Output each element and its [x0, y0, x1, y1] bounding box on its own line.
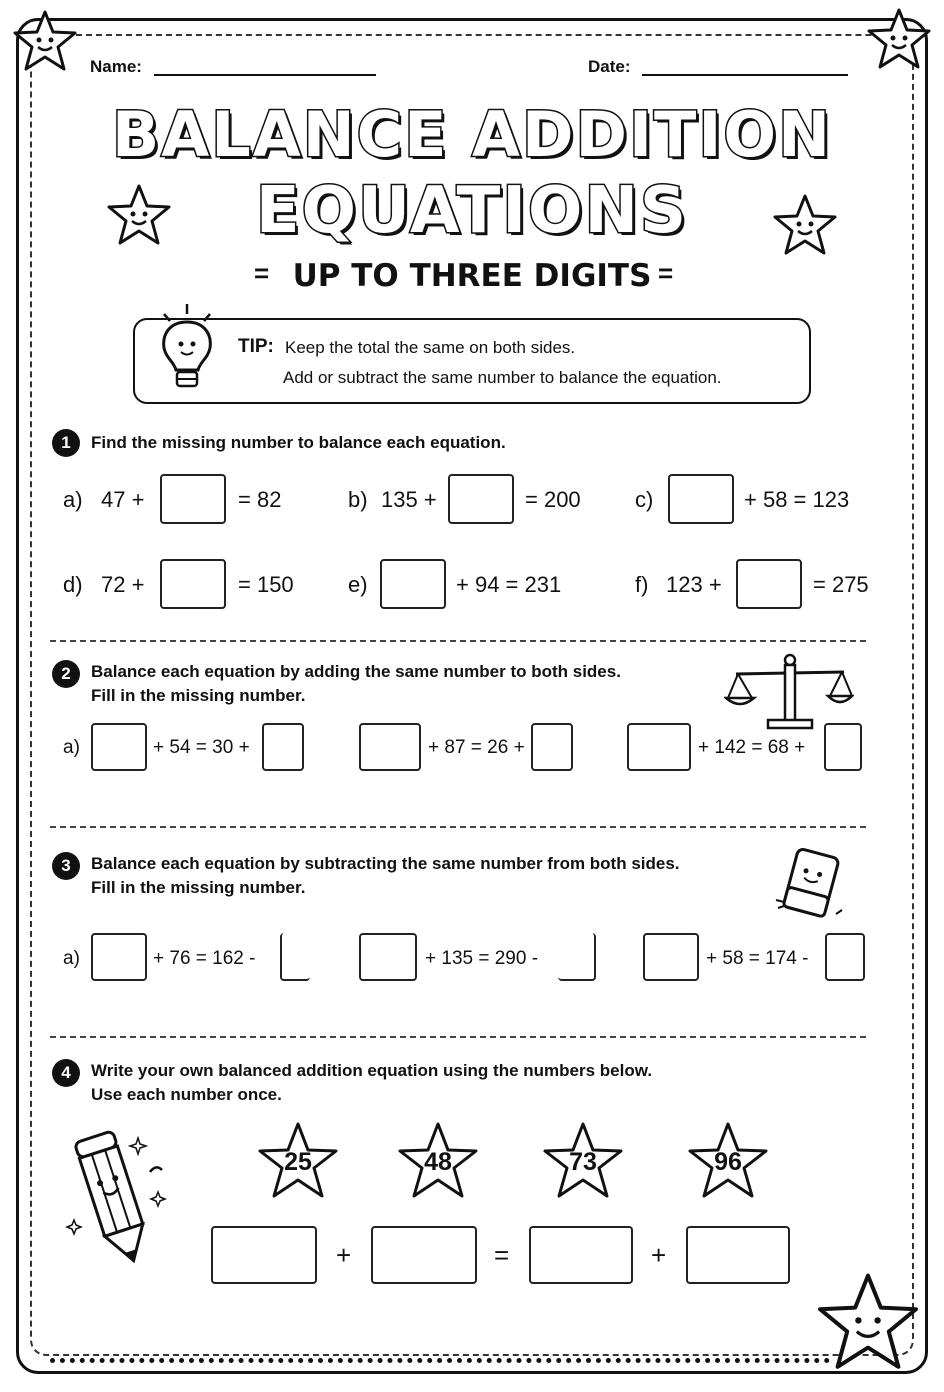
- section-instruction: Fill in the missing number.: [91, 686, 306, 705]
- answer-box[interactable]: [160, 559, 226, 609]
- equation-text: + 58 = 174 -: [706, 948, 809, 969]
- equation-text: + 87 = 26 +: [428, 737, 525, 758]
- number-star: [396, 1120, 480, 1200]
- answer-box[interactable]: [91, 723, 147, 771]
- answer-box[interactable]: [91, 933, 147, 981]
- smiling-star-icon: [812, 1268, 924, 1376]
- section-instruction: Balance each equation by subtracting the same number from both sides.: [91, 854, 680, 873]
- page-subtitle: UP TO THREE DIGITS: [292, 258, 652, 294]
- answer-box[interactable]: [825, 933, 865, 981]
- section-divider: [50, 640, 866, 642]
- answer-box[interactable]: [824, 723, 862, 771]
- decorative-dots: [50, 1358, 830, 1368]
- decorative-dashes: =: [254, 258, 270, 288]
- equation-text: + 135 = 290 -: [425, 948, 539, 969]
- problem-label: a): [63, 737, 80, 758]
- answer-box[interactable]: [160, 474, 226, 524]
- equation-text: + 142 = 68 +: [698, 737, 806, 758]
- answer-box[interactable]: [643, 933, 699, 981]
- equals-sign: =: [494, 1240, 510, 1270]
- problem-label: d): [63, 572, 83, 597]
- answer-box[interactable]: [359, 723, 421, 771]
- problem-label: c): [635, 487, 654, 512]
- equation-text: 123 +: [666, 572, 722, 597]
- answer-box[interactable]: [736, 559, 802, 609]
- answer-box[interactable]: [627, 723, 691, 771]
- tip-label: TIP:: [238, 336, 274, 357]
- answer-box[interactable]: [211, 1226, 317, 1284]
- tip-text: Add or subtract the same number to balance the equation.: [283, 368, 722, 387]
- number-star: [256, 1120, 340, 1200]
- section-divider: [50, 1036, 866, 1038]
- equation-text: 135 +: [381, 487, 437, 512]
- equation-text: 47 +: [101, 487, 145, 512]
- problem-label: a): [63, 948, 80, 969]
- problem-label: a): [63, 487, 83, 512]
- answer-box[interactable]: [529, 1226, 633, 1284]
- equation-text: + 94 = 231: [456, 572, 562, 597]
- answer-box[interactable]: [359, 933, 417, 981]
- answer-box[interactable]: [531, 723, 573, 771]
- equation-text: = 275: [813, 572, 869, 597]
- equation-text: = 150: [238, 572, 294, 597]
- name-field[interactable]: [154, 74, 376, 76]
- pencil-character-icon: [64, 1124, 176, 1270]
- answer-box[interactable]: [558, 933, 596, 981]
- tip-box: [133, 318, 811, 404]
- answer-box[interactable]: [371, 1226, 477, 1284]
- equation-text: + 58 = 123: [744, 487, 850, 512]
- section-number: 1: [52, 429, 80, 457]
- star-number: 48: [424, 1148, 452, 1176]
- section-number: 4: [52, 1059, 80, 1087]
- plus-sign: +: [336, 1240, 352, 1270]
- number-star: [541, 1120, 625, 1200]
- equation-text: = 200: [525, 487, 581, 512]
- date-field[interactable]: [642, 74, 848, 76]
- smiling-star-icon: [10, 8, 80, 74]
- answer-box[interactable]: [448, 474, 514, 524]
- section-instruction: Balance each equation by adding the same number to both sides.: [91, 662, 621, 681]
- section-instruction: Write your own balanced addition equation using the numbers below.: [91, 1061, 653, 1080]
- section-instruction: Use each number once.: [91, 1085, 282, 1104]
- section-number: 3: [52, 852, 80, 880]
- equation-text: 72 +: [101, 572, 145, 597]
- number-star: [686, 1120, 770, 1200]
- section-instruction: Fill in the missing number.: [91, 878, 306, 897]
- star-number: 25: [284, 1148, 312, 1176]
- section-divider: [50, 826, 866, 828]
- answer-box[interactable]: [262, 723, 304, 771]
- star-number: 73: [569, 1148, 597, 1176]
- equation-text: = 82: [238, 487, 282, 512]
- answer-box[interactable]: [280, 933, 310, 981]
- equation-text: + 54 = 30 +: [153, 737, 250, 758]
- name-label: Name:: [90, 57, 142, 76]
- section-number: 2: [52, 660, 80, 688]
- eraser-icon: [772, 844, 846, 922]
- lightbulb-icon: [150, 300, 224, 396]
- answer-box[interactable]: [668, 474, 734, 524]
- page-title-line1: BALANCE ADDITION: [112, 98, 832, 171]
- section-instruction: Find the missing number to balance each equation.: [91, 433, 506, 452]
- plus-sign: +: [651, 1240, 667, 1270]
- balance-scale-icon: [724, 652, 854, 732]
- problem-label: b): [348, 487, 368, 512]
- tip-text: Keep the total the same on both sides.: [285, 338, 576, 357]
- star-number: 96: [714, 1148, 742, 1176]
- smiling-star-icon: [864, 6, 934, 72]
- problem-label: f): [635, 572, 649, 597]
- answer-box[interactable]: [380, 559, 446, 609]
- problem-label: e): [348, 572, 368, 597]
- answer-box[interactable]: [686, 1226, 790, 1284]
- decorative-dashes: =: [658, 258, 674, 288]
- equation-text: + 76 = 162 -: [153, 948, 256, 969]
- date-label: Date:: [588, 57, 631, 76]
- page-title-line2: EQUATIONS: [255, 174, 689, 248]
